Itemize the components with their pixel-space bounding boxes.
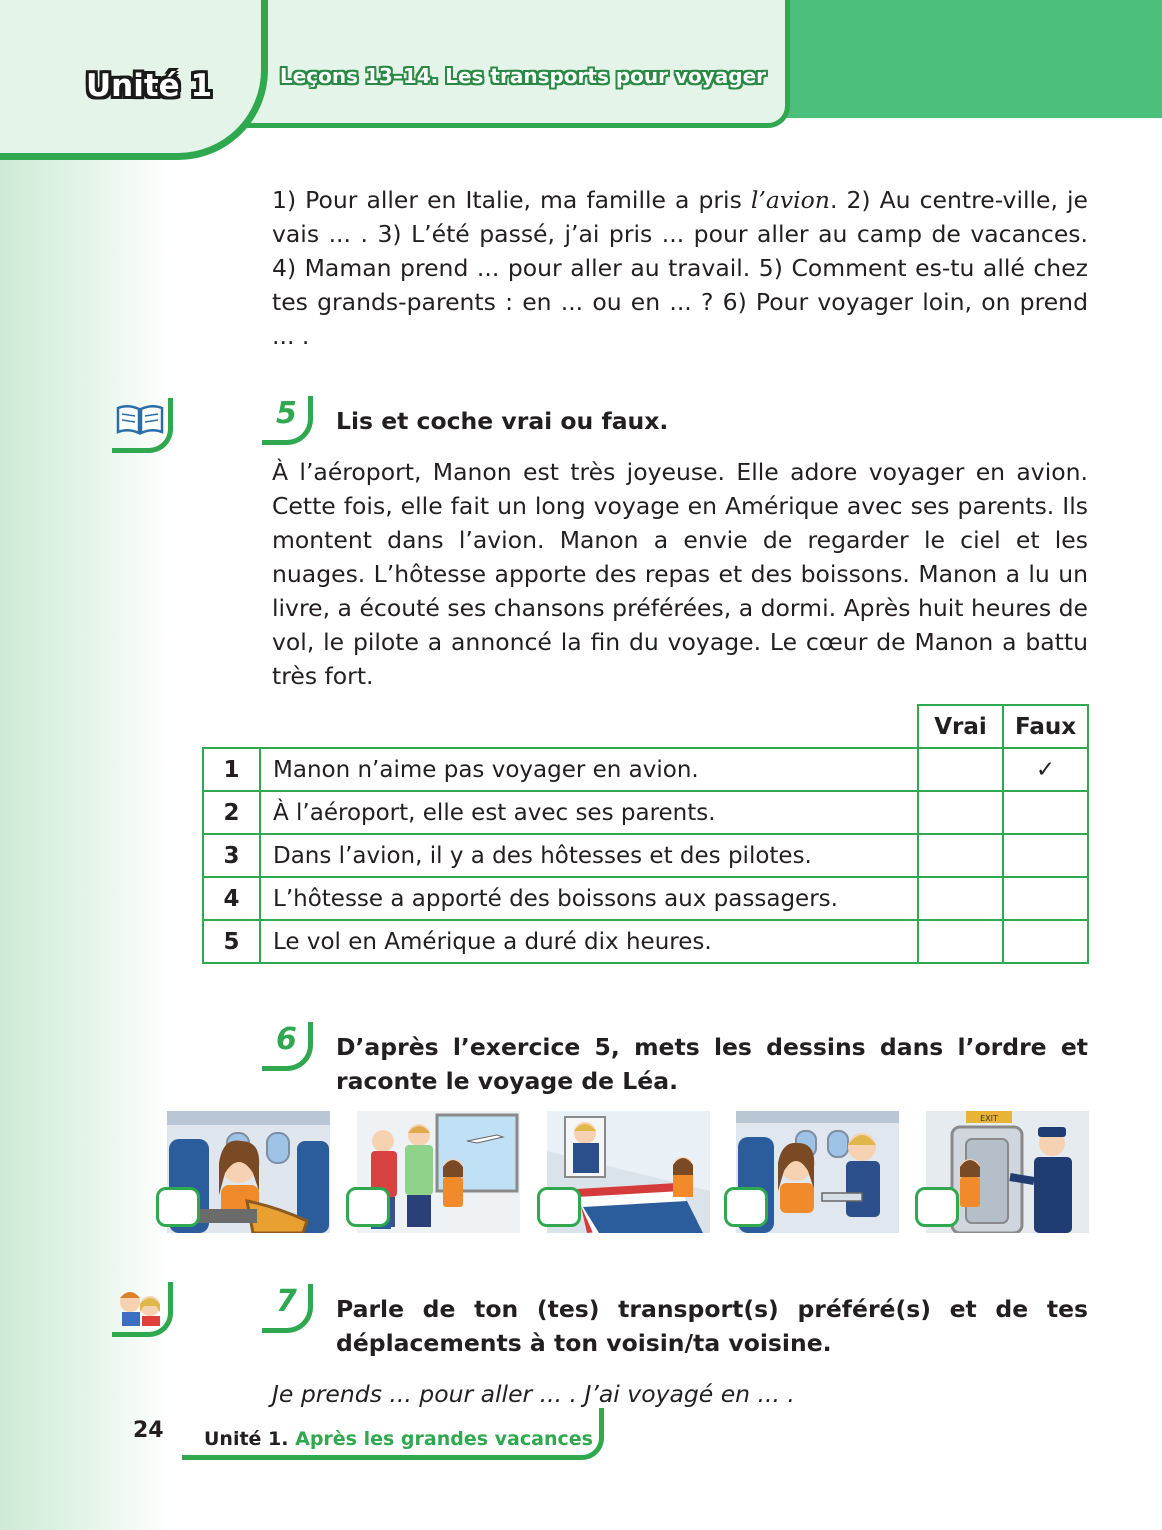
- row-number: 4: [203, 877, 260, 920]
- row-statement: À l’aéroport, elle est avec ses parents.: [260, 791, 918, 834]
- vrai-checkbox[interactable]: [918, 791, 1003, 834]
- row-statement: Le vol en Amérique a duré dix heures.: [260, 920, 918, 963]
- exercise4-text-before: 1) Pour aller en Italie, ma famille a pris: [272, 186, 751, 214]
- order-box-2[interactable]: [346, 1187, 390, 1227]
- vrai-checkbox[interactable]: [918, 877, 1003, 920]
- footer-unit-name: Après les grandes vacances: [295, 1428, 593, 1450]
- exercise5-text: À l’aéroport, Manon est très joyeuse. Elle adore voyager en avion. Cette fois, elle fait un long voyage en Amérique avec ses parents. Ils montent dans l’avion. Manon a envie de regarder le ciel et les nuages. L’hôtesse apporte des repas et des boissons. Manon a lu un livre, a écouté ses chansons préférées, a dormi. Après huit heures de vol, le pilote a annoncé la fin du voyage. Le cœur de Manon a battu très fort.: [272, 458, 1088, 690]
- faux-header: Faux: [1003, 705, 1088, 748]
- exercise6-number: 6: [262, 1022, 320, 1078]
- table-row: [203, 920, 1088, 963]
- order-box-4[interactable]: [724, 1187, 768, 1227]
- table-row: [203, 877, 1088, 920]
- order-box-1[interactable]: [156, 1187, 200, 1227]
- vrai-header: Vrai: [918, 705, 1003, 748]
- table-row: [203, 834, 1088, 877]
- pair-work-kids-icon: [112, 1282, 174, 1338]
- row-number: 2: [203, 791, 260, 834]
- exercise4-text-after: . 2) Au centre-ville, je vais ... . 3) L’été passé, j’ai pris ... pour aller au camp de vacances. 4) Maman prend ... pour aller au travail. 5) Comment es-tu allé chez tes grands-parents : en ... ou en ... ? 6) Pour voyager loin, on prend ... .: [272, 186, 1088, 350]
- exercise7-number: 7: [262, 1284, 320, 1340]
- table-row: [203, 748, 1088, 791]
- page-number: 24: [133, 1418, 164, 1443]
- row-statement: Dans l’avion, il y a des hôtesses et des pilotes.: [260, 834, 918, 877]
- reading-book-icon: [112, 398, 174, 454]
- faux-checkbox[interactable]: [1003, 791, 1088, 834]
- faux-checkbox[interactable]: [1003, 920, 1088, 963]
- row-number: 5: [203, 920, 260, 963]
- table-row: [203, 791, 1088, 834]
- exercise6-instruction: D’après l’exercice 5, mets les dessins dans l’ordre et raconte le voyage de Léa.: [336, 1033, 1088, 1095]
- order-box-5[interactable]: [915, 1187, 959, 1227]
- faux-checkbox[interactable]: [1003, 877, 1088, 920]
- exercise5-number: 5: [262, 396, 320, 452]
- faux-checkbox[interactable]: ✓: [1003, 748, 1088, 791]
- faux-checkbox[interactable]: [1003, 834, 1088, 877]
- row-number: 1: [203, 748, 260, 791]
- vrai-checkbox[interactable]: [918, 834, 1003, 877]
- exercise7-example: Je prends ... pour aller ... . J’ai voyagé en ... .: [272, 1380, 795, 1408]
- exit-sign-text: EXIT: [980, 1114, 998, 1123]
- row-statement: L’hôtesse a apporté des boissons aux passagers.: [260, 877, 918, 920]
- exercise4-text: [272, 183, 1088, 353]
- row-number: 3: [203, 834, 260, 877]
- vrai-checkbox[interactable]: [918, 748, 1003, 791]
- exercise4-example: l’avion: [750, 186, 830, 214]
- exercise5-instruction: Lis et coche vrai ou faux.: [336, 407, 669, 435]
- exercise7-instruction: Parle de ton (tes) transport(s) préféré(s) et de tes déplacements à ton voisin/ta voisine.: [336, 1295, 1088, 1357]
- footer-unit-title: [204, 1428, 593, 1450]
- unit-label: Unité 1: [86, 68, 213, 104]
- footer-unit: Unité 1.: [204, 1428, 289, 1450]
- lesson-title: Leçons 13–14. Les transports pour voyager: [280, 64, 766, 88]
- vrai-checkbox[interactable]: [918, 920, 1003, 963]
- true-false-table: [202, 704, 1089, 964]
- order-box-3[interactable]: [537, 1187, 581, 1227]
- row-statement: Manon n’aime pas voyager en avion.: [260, 748, 918, 791]
